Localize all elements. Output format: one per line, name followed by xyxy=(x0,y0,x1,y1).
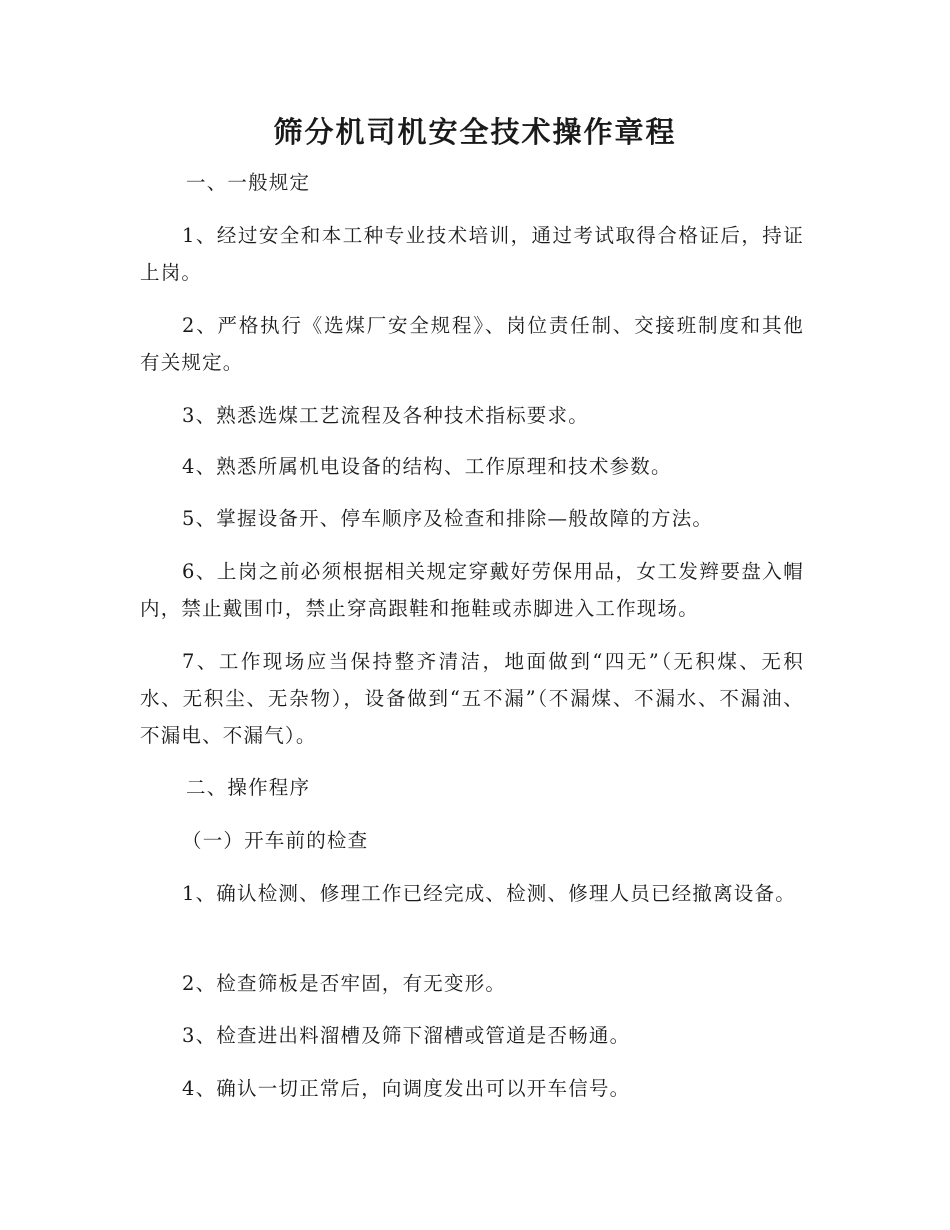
paragraph-item: 7、工作现场应当保持整齐清洁，地面做到“四无”（无积煤、无积水、无积尘、无杂物），设备做到“五不漏”（不漏煤、不漏水、不漏油、不漏电、不漏气）。 xyxy=(140,650,804,747)
paragraph-item: 1、确认检测、修理工作已经完成、检测、修理人员已经撤离设备。 xyxy=(182,882,796,905)
subsection-heading: （一）开车前的检查 xyxy=(182,829,369,852)
paragraph-item: 3、检查进出料溜槽及筛下溜槽或管道是否畅通。 xyxy=(182,1024,631,1047)
paragraph-item: 2、严格执行《选煤厂安全规程》、岗位责任制、交接班制度和其他有关规定。 xyxy=(140,314,804,374)
section-heading-general: 一、一般规定 xyxy=(186,171,311,194)
paragraph-item: 2、检查筛板是否牢固，有无变形。 xyxy=(182,972,507,995)
paragraph-item: 3、熟悉选煤工艺流程及各种技术指标要求。 xyxy=(182,404,589,427)
section-heading-procedure: 二、操作程序 xyxy=(186,776,311,799)
paragraph-item: 4、确认一切正常后，向调度发出可以开车信号。 xyxy=(182,1077,631,1100)
paragraph-item: 5、掌握设备开、停车顺序及检查和排除—般故障的方法。 xyxy=(182,507,714,530)
paragraph-item: 1、经过安全和本工种专业技术培训，通过考试取得合格证后，持证上岗。 xyxy=(140,224,804,284)
paragraph-item: 4、熟悉所属机电设备的结构、工作原理和技术参数。 xyxy=(182,455,672,478)
paragraph-item: 6、上岗之前必须根据相关规定穿戴好劳保用品，女工发辫要盘入帽内，禁止戴围巾，禁止穿高跟鞋和拖鞋或赤脚进入工作现场。 xyxy=(140,560,804,620)
document-title: 筛分机司机安全技术操作章程 xyxy=(273,115,677,149)
